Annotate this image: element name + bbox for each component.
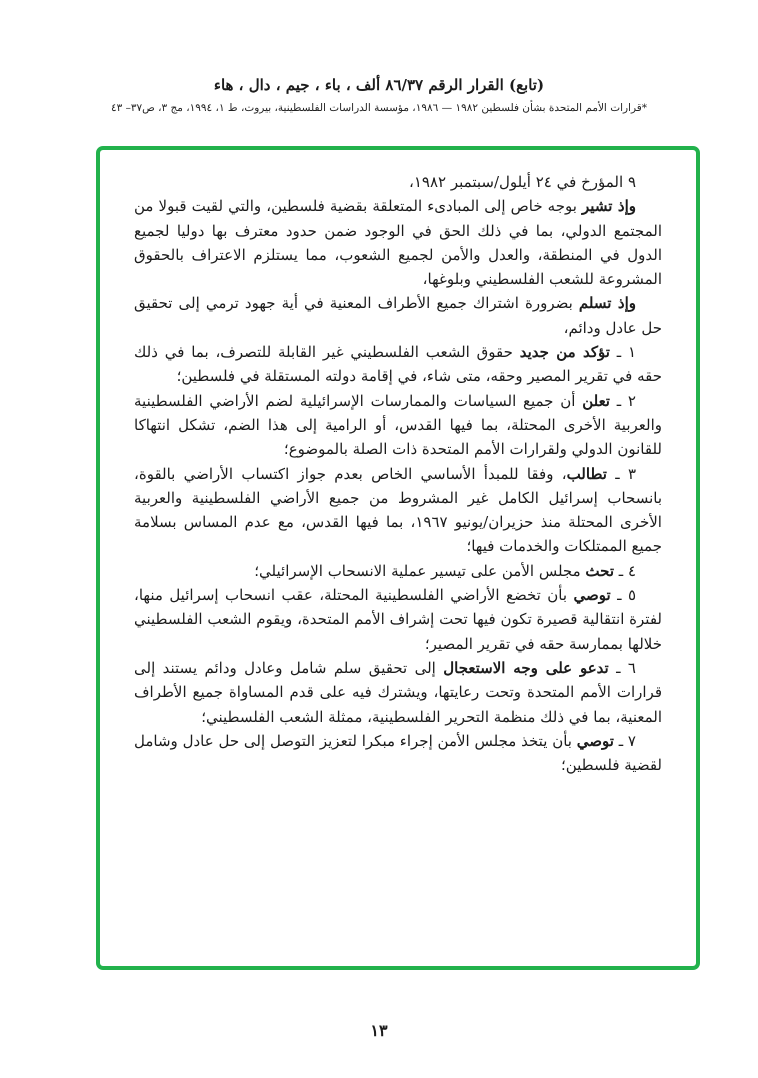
paragraph-lead: وإذ تسلم: [578, 294, 636, 313]
paragraph: [134, 559, 662, 583]
paragraph-text: أن جميع السياسات والممارسات الإسرائيلية لضم الأراضي الفلسطينية والعربية الأخرى المحتلة، بما فيها القدس، أو الرامية إلى هذا الضم، تشكل انتهاكا للقانون الدولي ولقرارات الأمم المتحدة ذات الصلة بالموضوع؛: [134, 391, 662, 459]
paragraph-text: إلى تحقيق سلم شامل وعادل ودائم يستند إلى قرارات الأمم المتحدة وتحت رعايتها، ويشترك فيه على قدم المساواة جميع الأطراف المعنية، بما في ذلك منظمة التحرير الفلسطينية، ممثلة الشعب الفلسطيني؛: [134, 658, 662, 726]
document-citation-line: *قرارات الأمم المتحدة بشأن فلسطين ١٩٨٢ — ١٩٨٦، مؤسسة الدراسات الفلسطينية، بيروت، ط ١، ١٩٩٤، مج ٣، ص٣٧– ٤٣: [110, 102, 648, 114]
paragraph-text: حقوق الشعب الفلسطيني غير القابلة للتصرف، بما في ذلك حقه في تقرير المصير وحقه، متى شاء، في إقامة دولته المستقلة في فلسطين؛: [134, 343, 662, 386]
paragraph-number: ٤ ـ: [614, 561, 636, 580]
paragraph-number: ٧ ـ: [613, 731, 636, 750]
paragraph: [134, 389, 662, 462]
page-number: ١٣: [370, 1021, 388, 1040]
paragraph-lead: تدعو على وجه الاستعجال: [443, 658, 609, 677]
paragraph-number: ٢ ـ: [609, 391, 636, 410]
paragraph: [134, 583, 662, 656]
paragraph: [134, 194, 662, 291]
paragraph-text: المؤرخ في ٢٤ أيلول/سبتمبر ١٩٨٢،: [409, 173, 624, 191]
paragraph-lead: توصي: [573, 586, 611, 605]
paragraph-lead: تطالب: [566, 464, 607, 483]
paragraph-text: مجلس الأمن على تيسير عملية الانسحاب الإسرائيلي؛: [254, 561, 586, 580]
paragraph-text: بأن تخضع الأراضي الفلسطينية المحتلة، عقب انسحاب إسرائيل منها، لفترة انتقالية قصيرة تكون فيها تحت إشراف الأمم المتحدة، ويقوم الشعب الفلسطيني خلالها بممارسة حقه في تقرير المصير؛: [134, 586, 662, 653]
document-header-title: (تابع) القرار الرقم ٨٦/٣٧ ألف ، باء ، جيم ، دال ، هاء: [213, 76, 545, 94]
paragraph-text: ، وفقا للمبدأ الأساسي الخاص بعدم جواز اكتساب الأراضي بالقوة، بانسحاب إسرائيل الكامل غير المشروط من جميع الأراضي الفلسطينية والعربية الأخرى المحتلة منذ حزيران/يونيو ١٩٦٧، بما فيها القدس، مع عدم المساس بسلامة جميع الممتلكات والخدمات فيها؛: [134, 464, 662, 556]
paragraph-number: ٥ ـ: [610, 586, 637, 605]
paragraph: [134, 170, 662, 194]
paragraph: [134, 656, 662, 729]
paragraph-lead: تعلن: [582, 391, 610, 410]
paragraph-lead: وإذ تشير: [582, 197, 637, 216]
paragraph: [134, 291, 662, 340]
paragraph-text: بأن يتخذ مجلس الأمن إجراء مبكرا لتعزيز التوصل إلى حل عادل وشامل لقضية فلسطين؛: [134, 731, 662, 775]
paragraph-number: ٣ ـ: [606, 464, 636, 483]
paragraph: [134, 729, 662, 778]
green-border-frame: [96, 146, 700, 970]
paragraph-lead: تحث: [585, 561, 614, 580]
paragraph: [134, 340, 662, 389]
paragraph-text: بوجه خاص إلى المبادىء المتعلقة بقضية فلسطين، والتي لقيت قبولا من المجتمع الدولي، بما في ذلك الحق في الوجود ضمن حدود معترف بها دوليا لجميع الدول في المنطقة، والعدل والأمن لجميع الشعوب، مما يستلزم الاعتراف بالحقوق المشروعة للشعب الفلسطيني وبلوغها،: [134, 197, 662, 289]
paragraph-text: بضرورة اشتراك جميع الأطراف المعنية في أية جهود ترمي إلى تحقيق حل عادل ودائم،: [134, 294, 662, 337]
document-body: [100, 150, 696, 966]
paragraph: [134, 462, 662, 559]
paragraph-number: ١ ـ: [609, 343, 636, 362]
paragraph-lead: تؤكد من جديد: [519, 343, 610, 362]
paragraph-lead: توصي: [576, 731, 614, 750]
paragraph-number: ٩: [623, 173, 636, 191]
paragraph-number: ٦ ـ: [608, 658, 636, 677]
